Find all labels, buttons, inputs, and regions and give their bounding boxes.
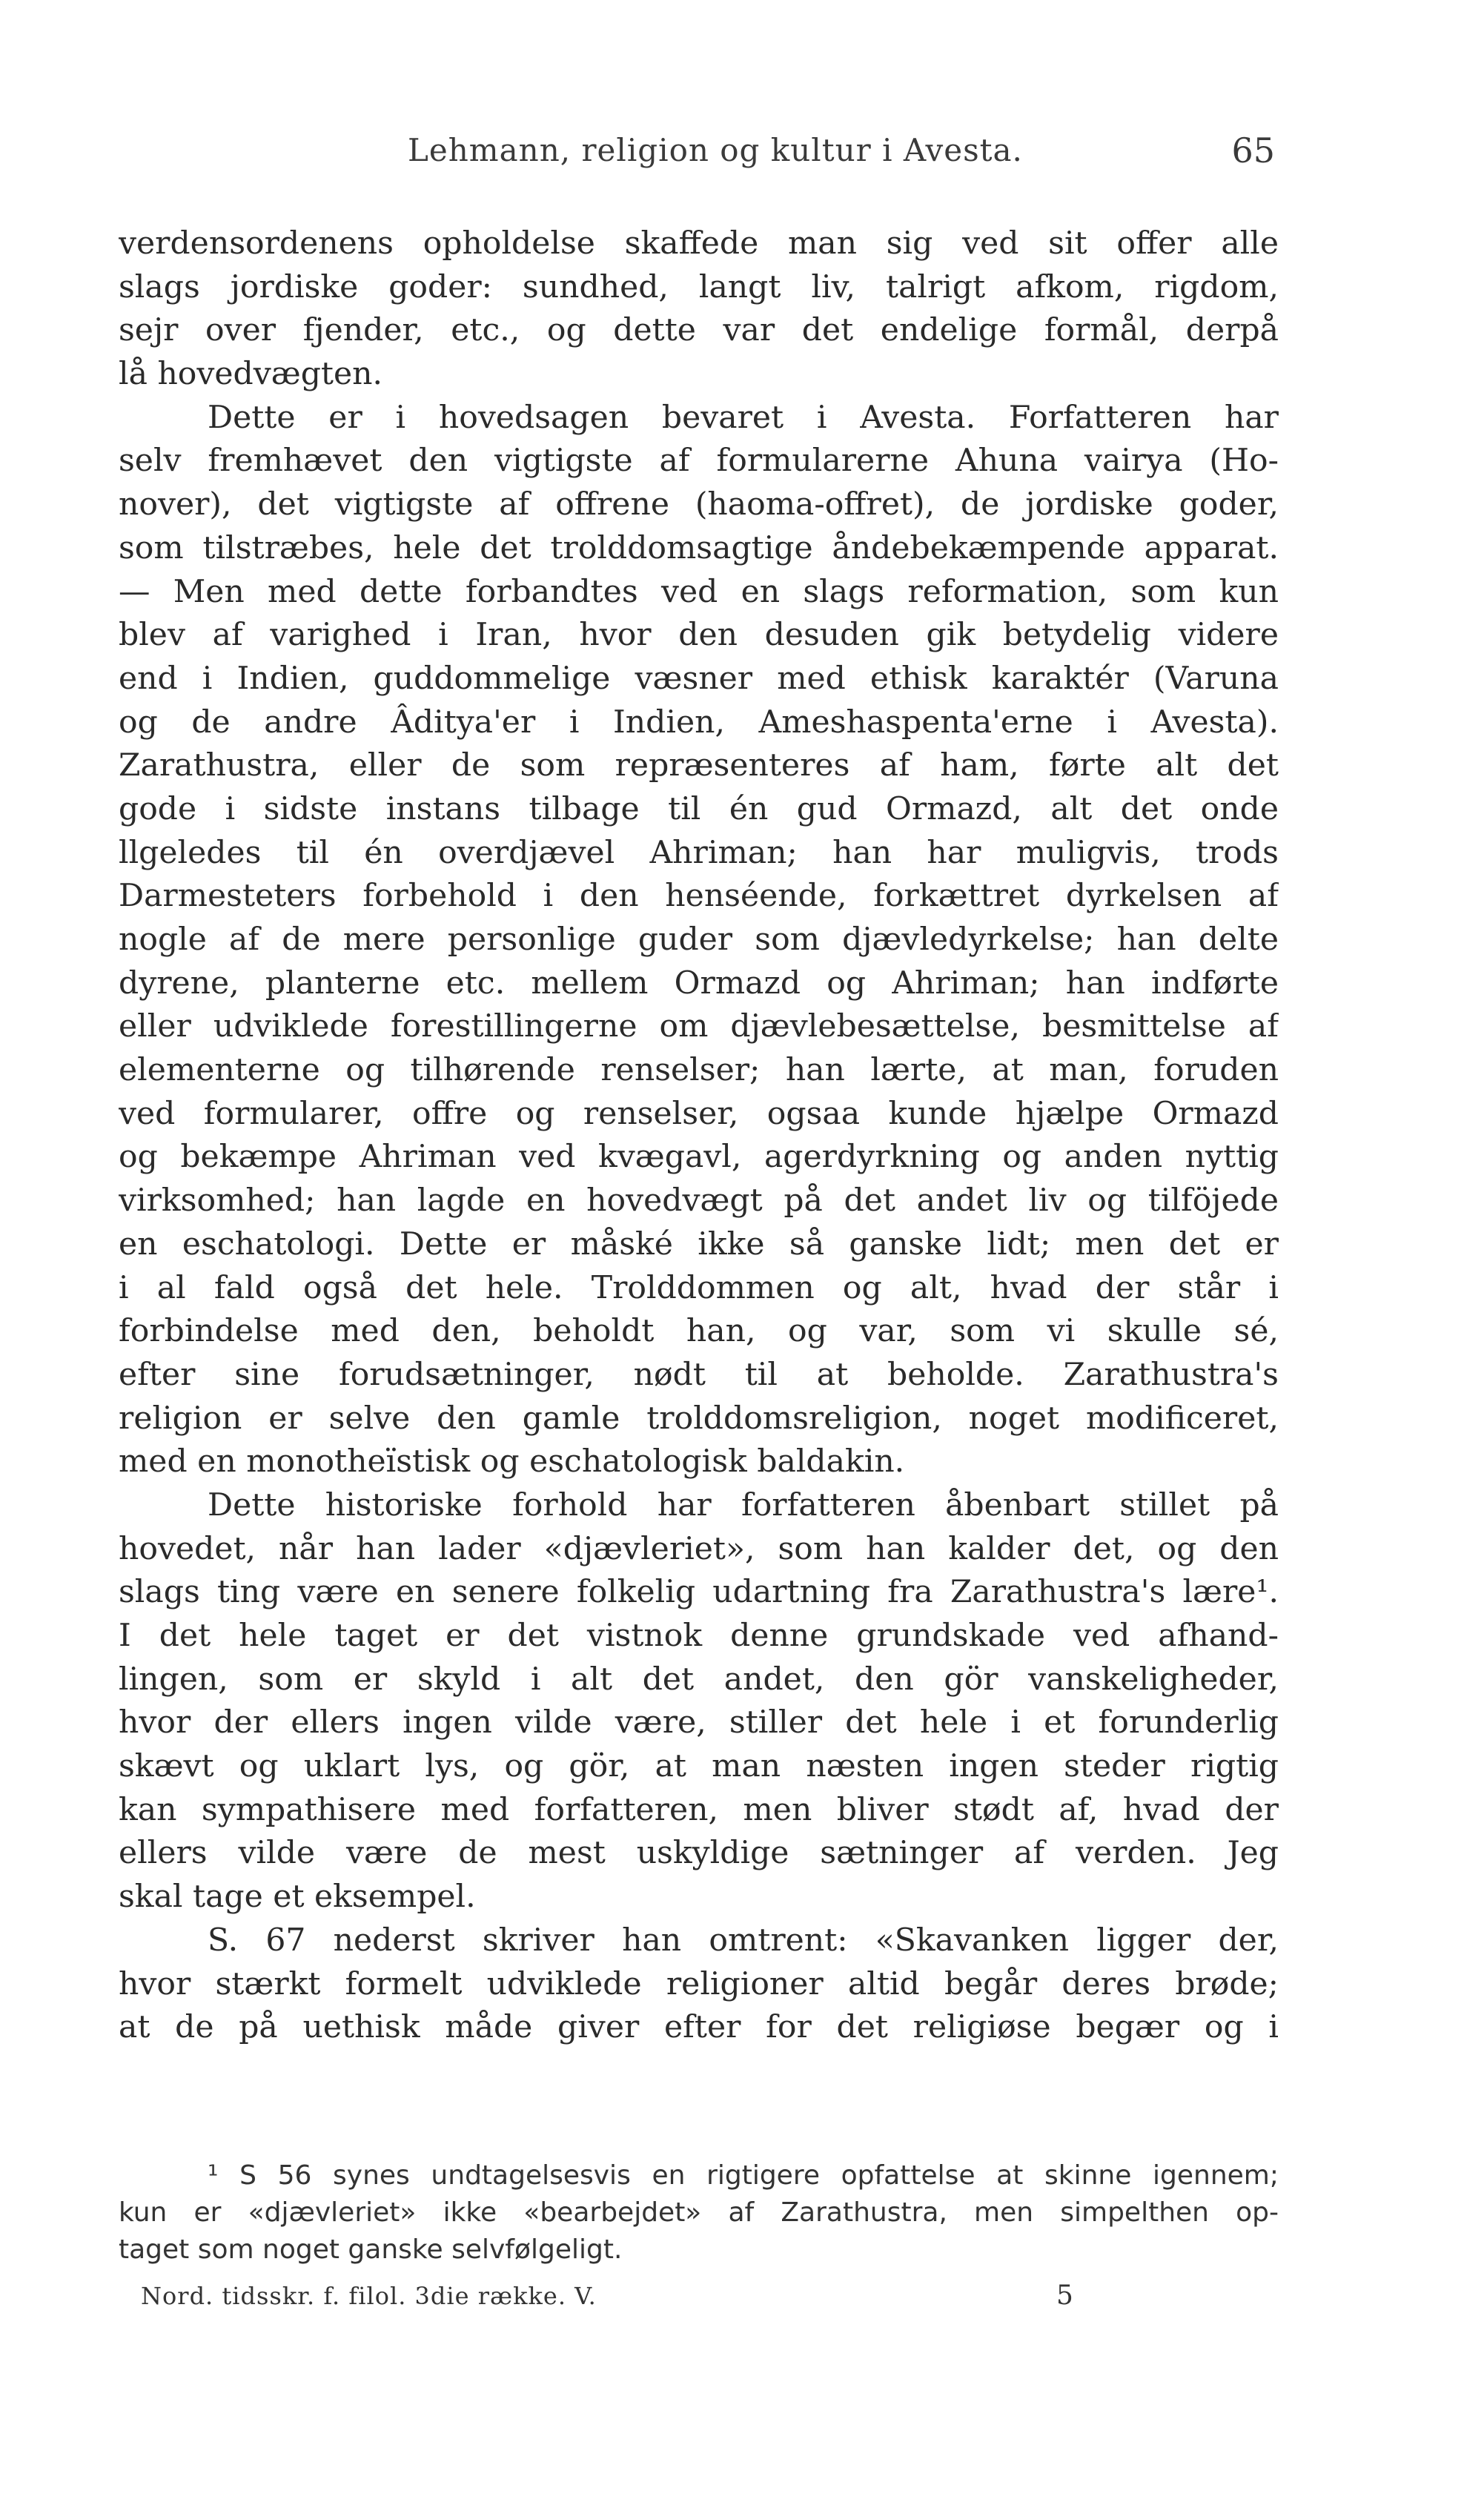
journal-signature: Nord. tidsskr. f. filol. 3die række. V.	[141, 2282, 597, 2310]
page-number: 65	[1231, 130, 1275, 171]
footnote-line: ¹ S 56 synes undtagelsesvis en rigtigere opfattelse at skinne igennem;	[208, 2160, 1279, 2191]
text-line: i al fald også det hele. Trolddommen og alt, hvad der står i	[119, 1269, 1279, 1306]
text-line: end i Indien, guddommelige væsner med ethisk karaktér (Varuna	[119, 660, 1279, 697]
text-line: Zarathustra, eller de som repræsenteres af ham, førte alt det	[119, 747, 1279, 784]
text-line: virksomhed; han lagde en hovedvægt på det andet liv og tilföjede	[119, 1182, 1279, 1220]
text-line: slags jordiske goder: sundhed, langt liv, talrigt afkom, rigdom,	[119, 268, 1279, 305]
text-line: en eschatologi. Dette er måské ikke så ganske lidt; men det er	[119, 1225, 1279, 1263]
text-line: at de på uethisk måde giver efter for det religiøse begær og i	[119, 2009, 1279, 2046]
footnote-line: kun er «djævleriet» ikke «bearbejdet» af Zarathustra, men simpelthen op-	[119, 2197, 1279, 2228]
text-line: sejr over fjender, etc., og dette var det endelige formål, derpå	[119, 312, 1279, 349]
text-line: hvor der ellers ingen vilde være, stiller det hele i et forunderlig	[119, 1704, 1279, 1741]
text-line: llgeledes til én overdjævel Ahriman; han har muligvis, trods	[119, 834, 1279, 871]
text-line: — Men med dette forbandtes ved en slags reformation, som kun	[119, 573, 1279, 610]
text-line: efter sine forudsætninger, nødt til at beholde. Zarathustra's	[119, 1356, 1279, 1393]
text-line: blev af varighed i Iran, hvor den desuden gik betydelig videre	[119, 617, 1279, 654]
text-line: I det hele taget er det vistnok denne grundskade ved afhand-	[119, 1618, 1279, 1654]
text-line: Darmesteters forbehold i den henséende, forkættret dyrkelsen af	[119, 878, 1279, 915]
text-line: lå hovedvægten.	[119, 356, 383, 393]
text-line: hvor stærkt formelt udviklede religioner altid begår deres brøde;	[119, 1965, 1279, 2002]
signature-number: 5	[1056, 2280, 1073, 2311]
text-line: eller udviklede forestillingerne om djævlebesættelse, besmittelse af	[119, 1008, 1279, 1045]
text-line: ved formularer, offre og renselser, ogsaa kunde hjælpe Ormazd	[119, 1095, 1279, 1132]
footnote-line: taget som noget ganske selvfølgeligt.	[119, 2234, 623, 2265]
text-line: hovedet, når han lader «djævleriet», som han kalder det, og den	[119, 1530, 1279, 1567]
text-line: elementerne og tilhørende renselser; han lærte, at man, foruden	[119, 1052, 1279, 1089]
text-line: skal tage et eksempel.	[119, 1879, 476, 1916]
text-line: dyrene, planterne etc. mellem Ormazd og Ahriman; han indførte	[119, 965, 1279, 1002]
text-line: S. 67 nederst skriver han omtrent: «Skavanken ligger der,	[208, 1922, 1279, 1959]
text-line: skævt og uklart lys, og gör, at man næsten ingen steder rigtig	[119, 1748, 1279, 1785]
text-line: som tilstræbes, hele det trolddomsagtige åndebekæmpende apparat.	[119, 529, 1279, 566]
footnote	[119, 2157, 1279, 2269]
text-line: med en monotheïstisk og eschatologisk baldakin.	[119, 1443, 905, 1480]
text-line: selv fremhævet den vigtigste af formularerne Ahuna vairya (Ho-	[119, 443, 1279, 480]
page-header	[119, 132, 1275, 184]
text-line: nogle af de mere personlige guder som djævledyrkelse; han delte	[119, 922, 1279, 958]
text-line: nover), det vigtigste af offrene (haoma-offret), de jordiske goder,	[119, 486, 1279, 523]
text-line: Dette historiske forhold har forfatteren åbenbart stillet på	[208, 1486, 1279, 1523]
text-line: religion er selve den gamle trolddomsreligion, noget modificeret,	[119, 1400, 1279, 1437]
text-line: ellers vilde være de mest uskyldige sætninger af verden. Jeg	[119, 1835, 1279, 1872]
text-line: og bekæmpe Ahriman ved kvægavl, agerdyrkning og anden nyttig	[119, 1139, 1279, 1176]
text-line: forbindelse med den, beholdt han, og var, som vi skulle sé,	[119, 1313, 1279, 1350]
text-line: Dette er i hovedsagen bevaret i Avesta. Forfatteren har	[208, 399, 1279, 436]
text-line: gode i sidste instans tilbage til én gud Ormazd, alt det onde	[119, 790, 1279, 827]
signature-line	[141, 2282, 1104, 2319]
running-head: Lehmann, religion og kultur i Avesta.	[408, 132, 1023, 168]
text-line: slags ting være en senere folkelig udartning fra Zarathustra's lære¹.	[119, 1574, 1279, 1611]
text-line: verdensordenens opholdelse skaffede man sig ved sit offer alle	[119, 225, 1279, 262]
text-line: lingen, som er skyld i alt det andet, den gör vanskeligheder,	[119, 1661, 1279, 1698]
text-line: og de andre Âditya'er i Indien, Ameshaspenta'erne i Avesta).	[119, 704, 1279, 741]
text-line: kan sympathisere med forfatteren, men bliver stødt af, hvad der	[119, 1791, 1279, 1828]
body-text	[119, 222, 1279, 2050]
